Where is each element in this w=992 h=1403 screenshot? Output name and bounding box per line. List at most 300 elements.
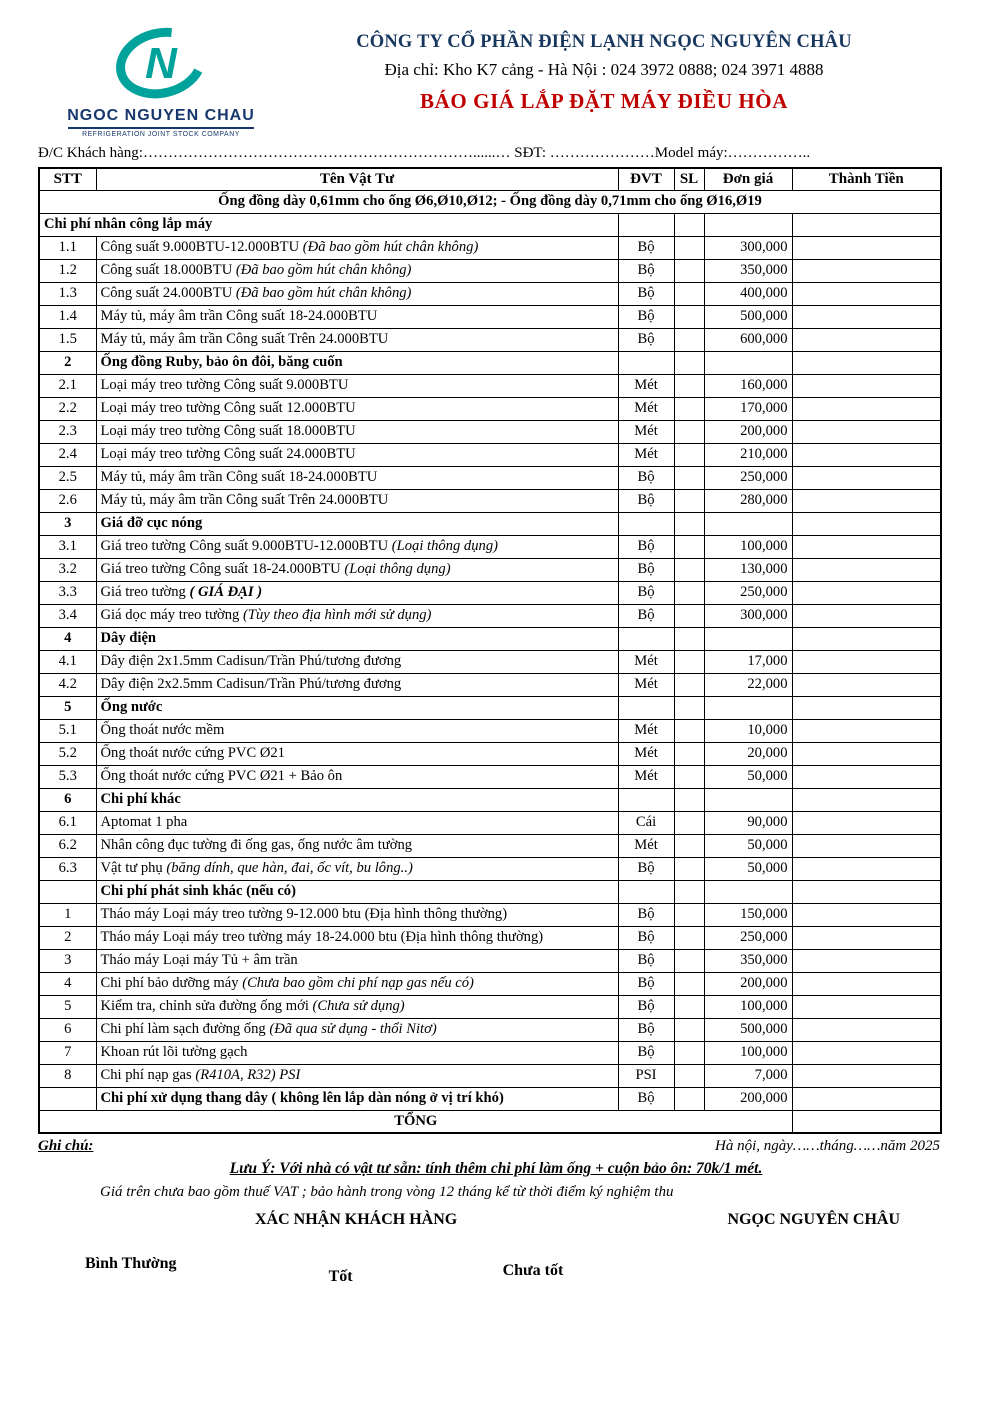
- stt-cell: 5: [39, 696, 96, 719]
- dvt-cell: [618, 627, 674, 650]
- dvt-cell: Bộ: [618, 305, 674, 328]
- price-cell: 300,000: [704, 604, 792, 627]
- total-cell: [792, 420, 941, 443]
- sl-cell: [674, 443, 704, 466]
- name-cell: Tháo máy Loại máy treo tường 9-12.000 btu (Địa hình thông thường): [96, 903, 618, 926]
- total-cell: [792, 236, 941, 259]
- total-cell: [792, 627, 941, 650]
- sl-cell: [674, 558, 704, 581]
- dvt-cell: Bộ: [618, 259, 674, 282]
- item-row: [39, 834, 941, 857]
- dvt-cell: Mét: [618, 650, 674, 673]
- dvt-cell: [618, 213, 674, 236]
- stt-cell: [39, 880, 96, 903]
- sl-cell: [674, 282, 704, 305]
- name-cell: Kiểm tra, chỉnh sửa đường ống mới (Chưa sử dụng): [96, 995, 618, 1018]
- stt-cell: 3: [39, 949, 96, 972]
- price-cell: 100,000: [704, 535, 792, 558]
- stt-cell: 1.5: [39, 328, 96, 351]
- sl-cell: [674, 650, 704, 673]
- name-cell: Chi phí làm sạch đường ống (Đã qua sử dụng - thổi Nitơ): [96, 1018, 618, 1041]
- price-cell: 350,000: [704, 259, 792, 282]
- total-cell: [792, 1110, 941, 1133]
- sl-cell: [674, 880, 704, 903]
- name-cell: Giá treo tường ( GIÁ ĐẠI ): [96, 581, 618, 604]
- stt-cell: 5: [39, 995, 96, 1018]
- total-cell: [792, 305, 941, 328]
- name-cell: Công suất 24.000BTU (Đã bao gồm hút chân không): [96, 282, 618, 305]
- sl-cell: [674, 512, 704, 535]
- dvt-cell: Bộ: [618, 604, 674, 627]
- sl-cell: [674, 1041, 704, 1064]
- header-text-block: [256, 26, 952, 114]
- name-cell: Giá treo tường Công suất 18-24.000BTU (Loại thông dụng): [96, 558, 618, 581]
- stt-cell: 2.4: [39, 443, 96, 466]
- sl-cell: [674, 420, 704, 443]
- stt-cell: [39, 1087, 96, 1110]
- price-cell: 20,000: [704, 742, 792, 765]
- item-row: [39, 1064, 941, 1087]
- total-cell: [792, 374, 941, 397]
- total-cell: [792, 351, 941, 374]
- sl-cell: [674, 397, 704, 420]
- price-cell: 7,000: [704, 1064, 792, 1087]
- quote-table: [38, 167, 942, 1134]
- sl-cell: [674, 926, 704, 949]
- item-row: [39, 259, 941, 282]
- dvt-cell: Bộ: [618, 581, 674, 604]
- item-row: [39, 420, 941, 443]
- item-row: [39, 1087, 941, 1110]
- secfull-row: [39, 213, 941, 236]
- company-signature-label: NGỌC NGUYÊN CHÂU: [727, 1211, 900, 1228]
- sec-row: [39, 880, 941, 903]
- sl-cell: [674, 604, 704, 627]
- price-cell: 90,000: [704, 811, 792, 834]
- name-cell: Chi phí nạp gas (R410A, R32) PSI: [96, 1064, 618, 1087]
- stt-cell: 4.1: [39, 650, 96, 673]
- name-cell: Ống thoát nước mềm: [96, 719, 618, 742]
- name-cell: Máy tủ, máy âm trần Công suất Trên 24.000BTU: [96, 328, 618, 351]
- sl-cell: [674, 466, 704, 489]
- item-row: [39, 1018, 941, 1041]
- stt-cell: 1: [39, 903, 96, 926]
- sl-cell: [674, 834, 704, 857]
- price-cell: 200,000: [704, 972, 792, 995]
- logo-subtitle: REFRIGERATION JOINT STOCK COMPANY: [82, 131, 240, 138]
- item-row: [39, 236, 941, 259]
- price-cell: [704, 213, 792, 236]
- dvt-cell: Bộ: [618, 926, 674, 949]
- price-cell: 22,000: [704, 673, 792, 696]
- name-cell: Khoan rút lõi tường gạch: [96, 1041, 618, 1064]
- total-cell: [792, 765, 941, 788]
- sl-cell: [674, 673, 704, 696]
- price-cell: 500,000: [704, 1018, 792, 1041]
- stt-cell: 2.3: [39, 420, 96, 443]
- dvt-cell: Bộ: [618, 1018, 674, 1041]
- dvt-cell: [618, 696, 674, 719]
- dvt-cell: Mét: [618, 397, 674, 420]
- dvt-cell: Bộ: [618, 1087, 674, 1110]
- stt-cell: 2: [39, 926, 96, 949]
- total-row: [39, 1110, 941, 1133]
- stt-cell: 2.1: [39, 374, 96, 397]
- sl-cell: [674, 949, 704, 972]
- sec-row: [39, 512, 941, 535]
- stt-cell: 7: [39, 1041, 96, 1064]
- ratings-row: [0, 1255, 992, 1285]
- sl-cell: [674, 213, 704, 236]
- total-cell: [792, 742, 941, 765]
- name-cell: Dây điện 2x1.5mm Cadisun/Trần Phú/tương đương: [96, 650, 618, 673]
- total-cell: [792, 282, 941, 305]
- total-cell: [792, 604, 941, 627]
- sl-cell: [674, 259, 704, 282]
- header-thanh-tien: Thành Tiền: [792, 168, 941, 190]
- stt-cell: 8: [39, 1064, 96, 1087]
- dvt-cell: Mét: [618, 742, 674, 765]
- dvt-cell: Bộ: [618, 903, 674, 926]
- sl-cell: [674, 328, 704, 351]
- name-cell: Giá treo tường Công suất 9.000BTU-12.000BTU (Loại thông dụng): [96, 535, 618, 558]
- dvt-cell: Bộ: [618, 995, 674, 1018]
- dvt-cell: [618, 351, 674, 374]
- name-cell: Ống thoát nước cứng PVC Ø21 + Bảo ôn: [96, 765, 618, 788]
- total-cell: [792, 972, 941, 995]
- section-title-cell: Chi phí nhân công lắp máy: [39, 213, 618, 236]
- sl-cell: [674, 696, 704, 719]
- price-cell: 500,000: [704, 305, 792, 328]
- dvt-cell: Mét: [618, 443, 674, 466]
- price-cell: [704, 351, 792, 374]
- price-cell: 100,000: [704, 995, 792, 1018]
- price-cell: 10,000: [704, 719, 792, 742]
- dvt-cell: Mét: [618, 420, 674, 443]
- item-row: [39, 995, 941, 1018]
- total-label-cell: TỔNG: [39, 1110, 792, 1133]
- name-cell: Công suất 18.000BTU (Đã bao gồm hút chân không): [96, 259, 618, 282]
- name-cell: Loại máy treo tường Công suất 18.000BTU: [96, 420, 618, 443]
- name-cell: Nhân công đục tường đi ống gas, ống nước âm tường: [96, 834, 618, 857]
- sl-cell: [674, 627, 704, 650]
- company-address: Địa chỉ: Kho K7 cảng - Hà Nội : 024 3972 0888; 024 3971 4888: [384, 60, 824, 79]
- dvt-cell: Bộ: [618, 857, 674, 880]
- table-header-row: [39, 168, 941, 190]
- item-row: [39, 926, 941, 949]
- item-row: [39, 443, 941, 466]
- item-row: [39, 857, 941, 880]
- dvt-cell: Bộ: [618, 236, 674, 259]
- svg-text:N: N: [145, 39, 177, 88]
- sl-cell: [674, 305, 704, 328]
- stt-cell: 5.3: [39, 765, 96, 788]
- total-cell: [792, 535, 941, 558]
- stt-cell: 1.3: [39, 282, 96, 305]
- name-cell: Máy tủ, máy âm trần Công suất 18-24.000BTU: [96, 466, 618, 489]
- price-cell: 160,000: [704, 374, 792, 397]
- name-cell: Vật tư phụ (băng dính, que hàn, đai, ốc vít, bu lông..): [96, 857, 618, 880]
- sl-cell: [674, 903, 704, 926]
- total-cell: [792, 581, 941, 604]
- cn-monogram-icon: [105, 39, 217, 104]
- price-cell: 250,000: [704, 926, 792, 949]
- dvt-cell: Bộ: [618, 558, 674, 581]
- name-cell: Chi phí khác: [96, 788, 618, 811]
- total-cell: [792, 834, 941, 857]
- price-cell: [704, 627, 792, 650]
- item-row: [39, 374, 941, 397]
- total-cell: [792, 397, 941, 420]
- price-cell: 250,000: [704, 581, 792, 604]
- dvt-cell: Bộ: [618, 949, 674, 972]
- stt-cell: 5.2: [39, 742, 96, 765]
- stt-cell: 3.3: [39, 581, 96, 604]
- sl-cell: [674, 857, 704, 880]
- name-cell: Dây điện: [96, 627, 618, 650]
- rating-normal-label: Bình Thường: [85, 1255, 177, 1272]
- price-cell: 600,000: [704, 328, 792, 351]
- customer-info-line: Đ/C Khách hàng:…………………………………………………………......… SĐT: …………………Model máy:……………..: [38, 145, 811, 161]
- sl-cell: [674, 788, 704, 811]
- price-cell: 50,000: [704, 857, 792, 880]
- price-cell: 130,000: [704, 558, 792, 581]
- total-cell: [792, 1018, 941, 1041]
- item-row: [39, 972, 941, 995]
- price-cell: [704, 788, 792, 811]
- sl-cell: [674, 742, 704, 765]
- quote-table-body: [39, 190, 941, 1133]
- item-row: [39, 535, 941, 558]
- total-cell: [792, 1041, 941, 1064]
- customer-confirmation-label: XÁC NHẬN KHÁCH HÀNG: [255, 1211, 458, 1228]
- name-cell: Giá đỡ cục nóng: [96, 512, 618, 535]
- total-cell: [792, 880, 941, 903]
- total-cell: [792, 466, 941, 489]
- name-cell: Loại máy treo tường Công suất 9.000BTU: [96, 374, 618, 397]
- item-row: [39, 811, 941, 834]
- name-cell: Ống đồng Ruby, bảo ôn đôi, băng cuốn: [96, 351, 618, 374]
- price-cell: 200,000: [704, 420, 792, 443]
- price-cell: [704, 512, 792, 535]
- total-cell: [792, 650, 941, 673]
- item-row: [39, 949, 941, 972]
- item-row: [39, 305, 941, 328]
- sl-cell: [674, 995, 704, 1018]
- dvt-cell: Mét: [618, 765, 674, 788]
- stt-cell: 1.4: [39, 305, 96, 328]
- rating-good-label: Tốt: [328, 1268, 353, 1285]
- stt-cell: 3.2: [39, 558, 96, 581]
- dvt-cell: [618, 512, 674, 535]
- total-cell: [792, 949, 941, 972]
- name-cell: Công suất 9.000BTU-12.000BTU (Đã bao gồm hút chân không): [96, 236, 618, 259]
- sl-cell: [674, 1064, 704, 1087]
- header-dvt: ĐVT: [618, 168, 674, 190]
- signature-row: [0, 1211, 992, 1229]
- item-row: [39, 650, 941, 673]
- total-cell: [792, 788, 941, 811]
- stt-cell: 3.4: [39, 604, 96, 627]
- header-stt: STT: [39, 168, 96, 190]
- name-cell: Máy tủ, máy âm trần Công suất 18-24.000BTU: [96, 305, 618, 328]
- price-cell: 200,000: [704, 1087, 792, 1110]
- logo-company-name: NGOC NGUYEN CHAU: [67, 107, 255, 124]
- price-cell: 150,000: [704, 903, 792, 926]
- item-row: [39, 673, 941, 696]
- total-cell: [792, 443, 941, 466]
- stt-cell: 6: [39, 788, 96, 811]
- total-cell: [792, 673, 941, 696]
- stt-cell: 3.1: [39, 535, 96, 558]
- name-cell: Chi phí phát sinh khác (nếu có): [96, 880, 618, 903]
- name-cell: Loại máy treo tường Công suất 24.000BTU: [96, 443, 618, 466]
- company-name: CÔNG TY CỔ PHẦN ĐIỆN LẠNH NGỌC NGUYÊN CHÂU: [356, 32, 852, 52]
- item-row: [39, 328, 941, 351]
- sec-row: [39, 696, 941, 719]
- price-cell: 170,000: [704, 397, 792, 420]
- price-cell: [704, 696, 792, 719]
- total-cell: [792, 719, 941, 742]
- dvt-cell: Mét: [618, 719, 674, 742]
- sl-cell: [674, 1018, 704, 1041]
- stt-cell: 6.3: [39, 857, 96, 880]
- sec-row: [39, 788, 941, 811]
- total-cell: [792, 512, 941, 535]
- stt-cell: 4: [39, 627, 96, 650]
- name-cell: Máy tủ, máy âm trần Công suất Trên 24.000BTU: [96, 489, 618, 512]
- price-cell: 300,000: [704, 236, 792, 259]
- stt-cell: 5.1: [39, 719, 96, 742]
- stt-cell: 2.2: [39, 397, 96, 420]
- stt-cell: 1.1: [39, 236, 96, 259]
- total-cell: [792, 558, 941, 581]
- stt-cell: 6.1: [39, 811, 96, 834]
- dvt-cell: Bộ: [618, 466, 674, 489]
- dvt-cell: Mét: [618, 673, 674, 696]
- name-cell: Giá dọc máy treo tường (Tùy theo địa hình mới sử dụng): [96, 604, 618, 627]
- sl-cell: [674, 581, 704, 604]
- price-cell: 50,000: [704, 834, 792, 857]
- item-row: [39, 558, 941, 581]
- dvt-cell: Bộ: [618, 535, 674, 558]
- dvt-cell: Mét: [618, 374, 674, 397]
- notes-row: [0, 1134, 992, 1155]
- stt-cell: 2: [39, 351, 96, 374]
- dvt-cell: Bộ: [618, 1041, 674, 1064]
- name-cell: Chi phí xử dụng thang dây ( không lên lắp dàn nóng ở vị trí khó): [96, 1087, 618, 1110]
- stt-cell: 4: [39, 972, 96, 995]
- total-cell: [792, 926, 941, 949]
- date-line: Hà nội, ngày……tháng……năm 2025: [714, 1138, 940, 1154]
- total-cell: [792, 903, 941, 926]
- total-cell: [792, 857, 941, 880]
- stt-cell: 2.5: [39, 466, 96, 489]
- sec-row: [39, 351, 941, 374]
- page-footer: [0, 1134, 992, 1285]
- total-cell: [792, 811, 941, 834]
- item-row: [39, 742, 941, 765]
- company-logo: [66, 26, 256, 138]
- item-row: [39, 903, 941, 926]
- rating-not-good-label: Chưa tốt: [502, 1262, 564, 1279]
- sl-cell: [674, 1087, 704, 1110]
- name-cell: Ống nước: [96, 696, 618, 719]
- stt-cell: 2.6: [39, 489, 96, 512]
- stt-cell: 1.2: [39, 259, 96, 282]
- total-cell: [792, 995, 941, 1018]
- sl-cell: [674, 535, 704, 558]
- header-sl: SL: [674, 168, 704, 190]
- price-cell: 50,000: [704, 765, 792, 788]
- header-don-gia: Đơn giá: [704, 168, 792, 190]
- total-cell: [792, 259, 941, 282]
- total-cell: [792, 489, 941, 512]
- dvt-cell: [618, 880, 674, 903]
- attention-note: Lưu Ý: Với nhà có vật tư sẵn: tính thêm chi phí làm ống + cuộn bảo ôn: 70k/1 mét.: [229, 1160, 763, 1177]
- sl-cell: [674, 972, 704, 995]
- price-cell: 280,000: [704, 489, 792, 512]
- price-cell: 210,000: [704, 443, 792, 466]
- stt-cell: 4.2: [39, 673, 96, 696]
- dvt-cell: Bộ: [618, 972, 674, 995]
- dvt-cell: Cái: [618, 811, 674, 834]
- price-cell: 100,000: [704, 1041, 792, 1064]
- dvt-cell: [618, 788, 674, 811]
- item-row: [39, 765, 941, 788]
- item-row: [39, 719, 941, 742]
- page-header: [0, 26, 992, 138]
- pipe-note-cell: Ống đồng dày 0,61mm cho ống Ø6,Ø10,Ø12; - Ống đồng dày 0,71mm cho ống Ø16,Ø19: [39, 190, 941, 213]
- dvt-cell: Bộ: [618, 489, 674, 512]
- name-cell: Ống thoát nước cứng PVC Ø21: [96, 742, 618, 765]
- item-row: [39, 466, 941, 489]
- sl-cell: [674, 236, 704, 259]
- price-cell: 350,000: [704, 949, 792, 972]
- price-cell: [704, 880, 792, 903]
- item-row: [39, 581, 941, 604]
- logo-divider: [68, 127, 254, 129]
- note-row: [39, 190, 941, 213]
- item-row: [39, 1041, 941, 1064]
- price-cell: 17,000: [704, 650, 792, 673]
- vat-warranty-note: Giá trên chưa bao gồm thuế VAT ; bảo hành trong vòng 12 tháng kể từ thời điểm ký nghiệm thu: [100, 1184, 674, 1200]
- item-row: [39, 397, 941, 420]
- dvt-cell: Mét: [618, 834, 674, 857]
- stt-cell: 3: [39, 512, 96, 535]
- sl-cell: [674, 765, 704, 788]
- name-cell: Loại máy treo tường Công suất 12.000BTU: [96, 397, 618, 420]
- price-cell: 250,000: [704, 466, 792, 489]
- total-cell: [792, 696, 941, 719]
- dvt-cell: Bộ: [618, 282, 674, 305]
- total-cell: [792, 1064, 941, 1087]
- total-cell: [792, 213, 941, 236]
- dvt-cell: PSI: [618, 1064, 674, 1087]
- header-ten-vat-tu: Tên Vật Tư: [96, 168, 618, 190]
- price-cell: 400,000: [704, 282, 792, 305]
- notes-label: Ghi chú:: [38, 1138, 94, 1154]
- stt-cell: 6.2: [39, 834, 96, 857]
- name-cell: Tháo máy Loại máy Tủ + âm trần: [96, 949, 618, 972]
- item-row: [39, 282, 941, 305]
- dvt-cell: Bộ: [618, 328, 674, 351]
- name-cell: Tháo máy Loại máy treo tường máy 18-24.000 btu (Địa hình thông thường): [96, 926, 618, 949]
- stt-cell: 6: [39, 1018, 96, 1041]
- sl-cell: [674, 351, 704, 374]
- total-cell: [792, 328, 941, 351]
- name-cell: Aptomat 1 pha: [96, 811, 618, 834]
